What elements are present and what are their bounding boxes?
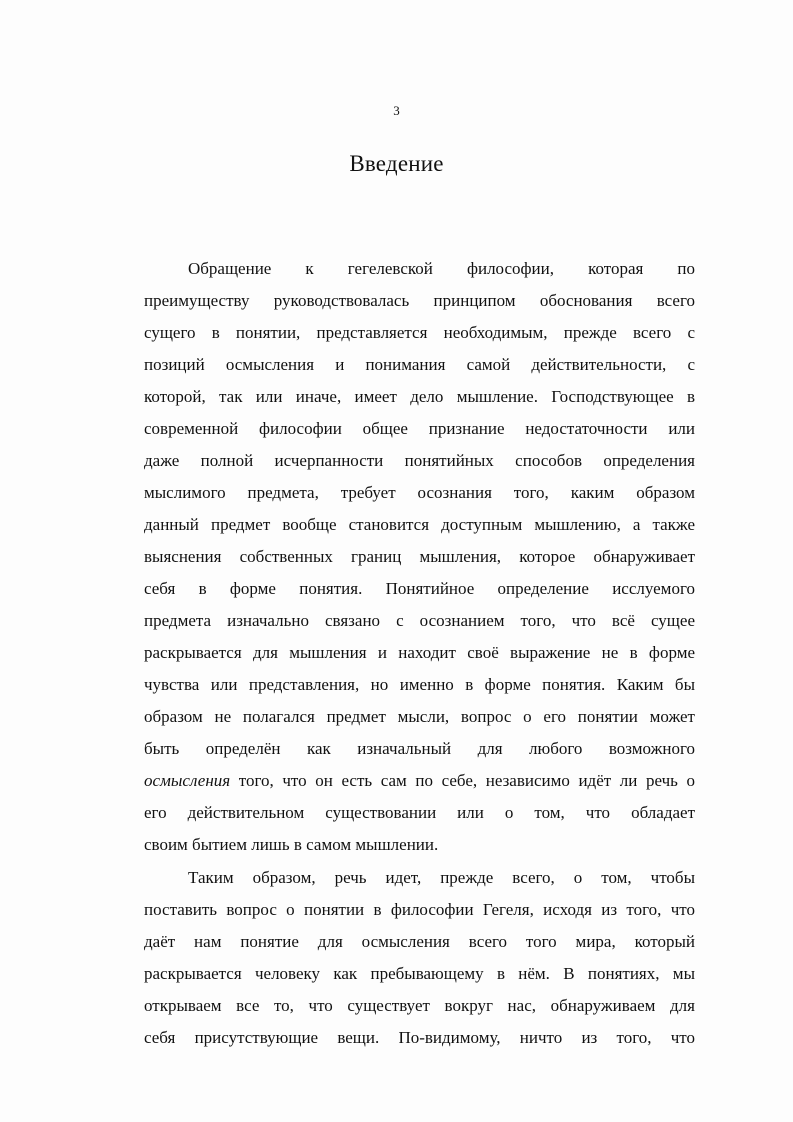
- text-line: преимуществу руководствовалась принципом обоснования всего: [144, 291, 695, 310]
- text-line: себя в форме понятия. Понятийное определение исслуемого: [144, 579, 695, 598]
- text-line: мыслимого предмета, требует осознания того, каким образом: [144, 483, 695, 502]
- text-line: открываем все то, что существует вокруг нас, обнаруживаем для: [144, 996, 695, 1015]
- text-line: себя присутствующие вещи. По-видимому, ничто из того, что: [144, 1028, 695, 1047]
- paragraph-1: [144, 253, 695, 861]
- text-line: Таким образом, речь идет, прежде всего, о том, чтобы: [188, 868, 695, 887]
- text-line: образом не полагался предмет мысли, вопрос о его понятии может: [144, 707, 695, 726]
- text-line: быть определён как изначальный для любого возможного: [144, 739, 695, 758]
- text-line: раскрывается человеку как пребывающему в нём. В понятиях, мы: [144, 964, 695, 983]
- text-line: современной философии общее признание недостаточности или: [144, 419, 695, 438]
- italic-term: осмысления: [144, 771, 231, 790]
- text-line: даёт нам понятие для осмысления всего того мира, который: [144, 932, 695, 951]
- page-title: Введение: [349, 151, 444, 176]
- text-line: которой, так или иначе, имеет дело мышление. Господствующее в: [144, 387, 695, 406]
- text-line: Обращение к гегелевской философии, которая по: [188, 259, 695, 278]
- text-line: позиций осмысления и понимания самой действительности, с: [144, 355, 695, 374]
- text-line: сущего в понятии, представляется необходимым, прежде всего с: [144, 323, 695, 342]
- text-line-mixed: [144, 765, 695, 797]
- text-fragment: того, что он есть сам по себе, независимо идёт ли речь о: [230, 771, 695, 790]
- text-line: предмета изначально связано с осознанием того, что всё сущее: [144, 611, 695, 630]
- text-line: его действительном существовании или о том, что обладает: [144, 803, 695, 822]
- text-line: своим бытием лишь в самом мышлении.: [144, 835, 439, 854]
- text-line: поставить вопрос о понятии в философии Гегеля, исходя из того, что: [144, 900, 695, 919]
- text-line: даже полной исчерпанности понятийных способов определения: [144, 451, 695, 470]
- page-number: 3: [393, 103, 400, 118]
- text-line: раскрывается для мышления и находит своё выражение не в форме: [144, 643, 695, 662]
- text-line: данный предмет вообще становится доступным мышлению, а также: [144, 515, 695, 534]
- paragraph-2: [144, 862, 695, 1054]
- text-line: выяснения собственных границ мышления, которое обнаруживает: [144, 547, 695, 566]
- text-line: чувства или представления, но именно в форме понятия. Каким бы: [144, 675, 695, 694]
